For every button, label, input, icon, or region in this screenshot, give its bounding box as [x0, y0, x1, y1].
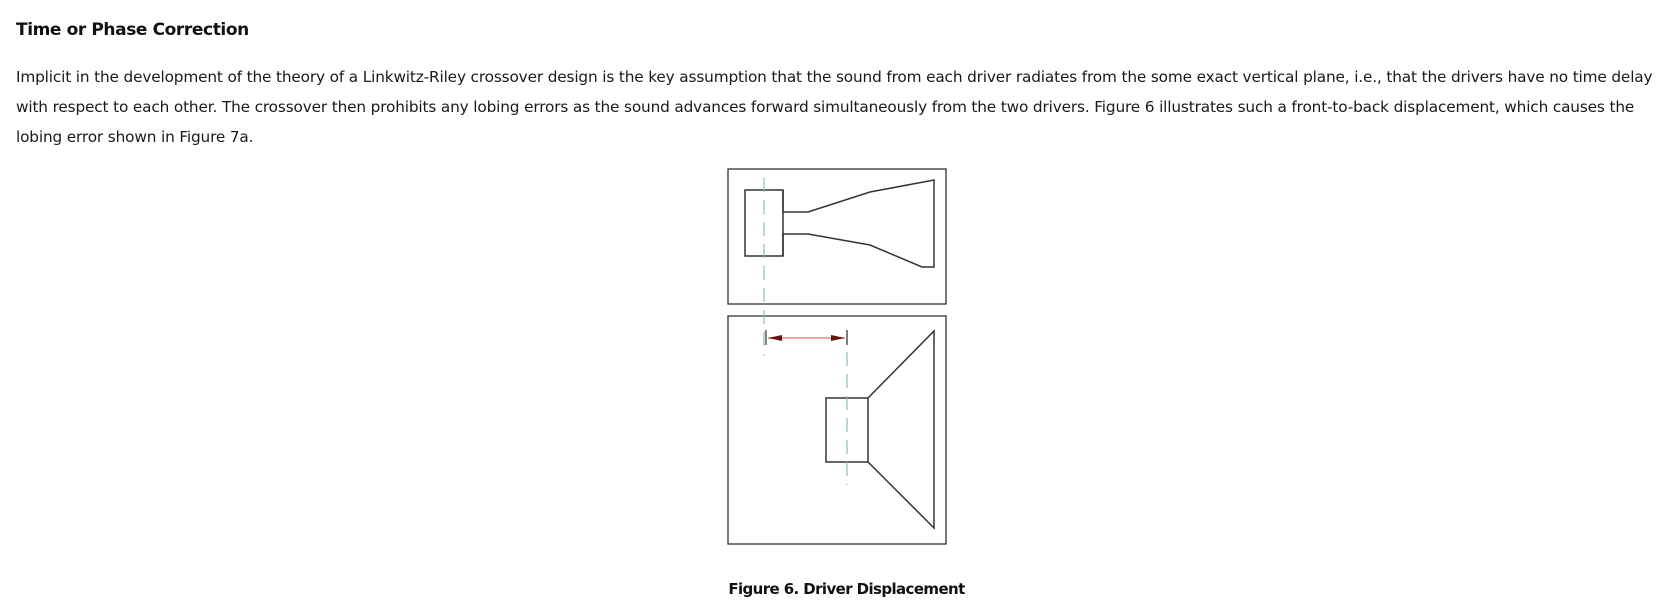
top-panel-frame: [728, 169, 946, 304]
body-paragraph: Implicit in the development of the theory of a Linkwitz-Riley crossover design is the key assumption that the sound from each driver radiates from the some exact vertical plane, i.e., that the drivers have no time delay with respect to each other. The crossover then prohibits any lobing errors as the sound advances forward simultaneously from the two drivers. Figure 6 illustrates such a front-to-back displacement, which causes the lobing error shown in Figure 7a.: [16, 68, 1653, 146]
figure-caption: Figure 6. Driver Displacement: [728, 580, 965, 598]
bottom-panel-frame: [728, 316, 946, 544]
displacement-arrowhead-left: [768, 335, 782, 341]
horn-driver-outline: [745, 180, 934, 267]
section-title: Time or Phase Correction: [16, 20, 249, 40]
displacement-arrowhead-right: [831, 335, 845, 341]
cone-driver-outline: [826, 331, 934, 528]
